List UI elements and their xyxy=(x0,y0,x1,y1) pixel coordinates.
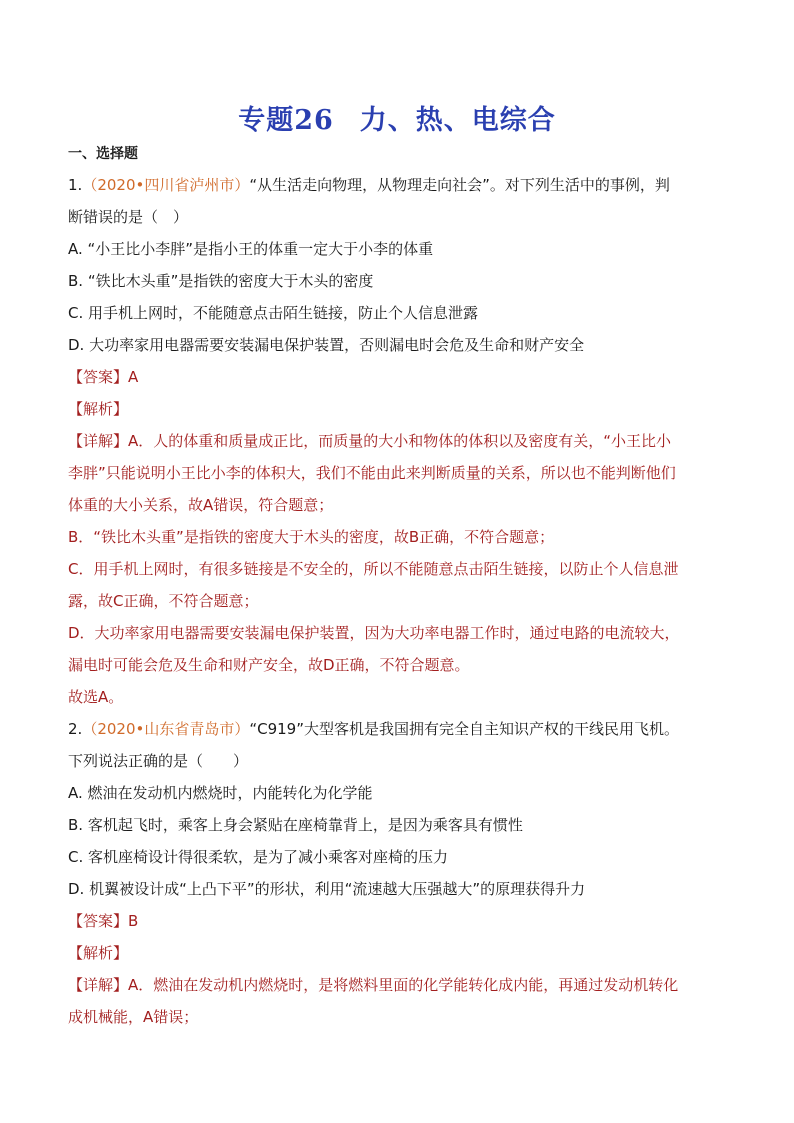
q2-number: 2. xyxy=(68,720,83,738)
q1-option-d: D. 大功率家用电器需要安装漏电保护装置，否则漏电时会危及生命和财产安全 xyxy=(68,336,585,354)
q2-option-c: C. 客机座椅设计得很柔软，是为了减小乘客对座椅的压力 xyxy=(68,848,449,866)
analysis-tag: 【解析】 xyxy=(68,400,129,418)
answer-tag: 【答案】 xyxy=(68,912,129,930)
title-topic-number: 专题26 xyxy=(238,105,334,136)
q2-source: （2020•山东省青岛市） xyxy=(82,720,250,738)
q1-stem-text: “从生活走向物理，从物理走向社会”。对下列生活中的事例，判 xyxy=(249,176,670,194)
q2-option-b: B. 客机起飞时，乘客上身会紧贴在座椅靠背上，是因为乘客具有惯性 xyxy=(68,816,523,834)
q1-detail-line-7: D．大功率家用电器需要安装漏电保护装置，因为大功率电器工作时，通过电路的电流较大， xyxy=(68,624,680,642)
section-heading: 一、选择题 xyxy=(68,146,138,162)
q2-detail-line-2: 成机械能，A错误； xyxy=(68,1008,199,1026)
q1-analysis-tag xyxy=(68,399,128,419)
q1-option-b: B. “铁比木头重”是指铁的密度大于木头的密度 xyxy=(68,272,374,290)
q1-detail-line-6: 露，故C正确，不符合题意； xyxy=(68,592,259,610)
q1-number: 1. xyxy=(68,176,83,194)
title-topic-name: 力、热、电综合 xyxy=(359,105,556,136)
q1-option-a: A. “小王比小李胖”是指小王的体重一定大于小李的体重 xyxy=(68,240,434,258)
q1-answer xyxy=(68,367,138,387)
q1-conclusion: 故选A。 xyxy=(68,688,124,706)
detail-text: A．人的体重和质量成正比，而质量的大小和物体的体积以及密度有关，“小王比小 xyxy=(128,432,672,450)
q2-answer xyxy=(68,911,138,931)
q2-option-a: A. 燃油在发动机内燃烧时，内能转化为化学能 xyxy=(68,784,373,802)
q1-source: （2020•四川省泸州市） xyxy=(82,176,250,194)
q1-detail-line-8: 漏电时可能会危及生命和财产安全，故D正确，不符合题意。 xyxy=(68,656,470,674)
answer-tag: 【答案】 xyxy=(68,368,129,386)
q1-detail-line-1 xyxy=(68,431,671,451)
q2-stem-line-1 xyxy=(68,719,679,739)
detail-tag: 【详解】 xyxy=(68,976,129,994)
q1-detail-line-3: 体重的大小关系，故A错误，符合题意； xyxy=(68,496,334,514)
q1-detail-line-5: C．用手机上网时，有很多链接是不安全的，所以不能随意点击陌生链接，以防止个人信息泄 xyxy=(68,560,679,578)
q2-analysis-tag xyxy=(68,943,128,963)
q2-stem-line-2: 下列说法正确的是（ ） xyxy=(68,752,249,770)
detail-text: A．燃油在发动机内燃烧时，是将燃料里面的化学能转化成内能，再通过发动机转化 xyxy=(128,976,679,994)
q2-option-d: D. 机翼被设计成“上凸下平”的形状，利用“流速越大压强越大”的原理获得升力 xyxy=(68,880,586,898)
analysis-tag: 【解析】 xyxy=(68,944,129,962)
q1-stem-line-2: 断错误的是（ ） xyxy=(68,208,189,226)
answer-value: B xyxy=(128,912,139,930)
q1-stem-line-1 xyxy=(68,175,670,195)
page-title xyxy=(0,98,794,137)
q2-stem-text: “C919”大型客机是我国拥有完全自主知识产权的干线民用飞机。 xyxy=(249,720,679,738)
q1-option-c: C. 用手机上网时，不能随意点击陌生链接，防止个人信息泄露 xyxy=(68,304,479,322)
q1-detail-line-2: 李胖”只能说明小王比小李的体积大，我们不能由此来判断质量的关系，所以也不能判断他们 xyxy=(68,464,676,482)
q1-detail-line-4: B．“铁比木头重”是指铁的密度大于木头的密度，故B正确，不符合题意； xyxy=(68,528,555,546)
answer-value: A xyxy=(128,368,139,386)
q2-detail-line-1 xyxy=(68,975,678,995)
detail-tag: 【详解】 xyxy=(68,432,129,450)
